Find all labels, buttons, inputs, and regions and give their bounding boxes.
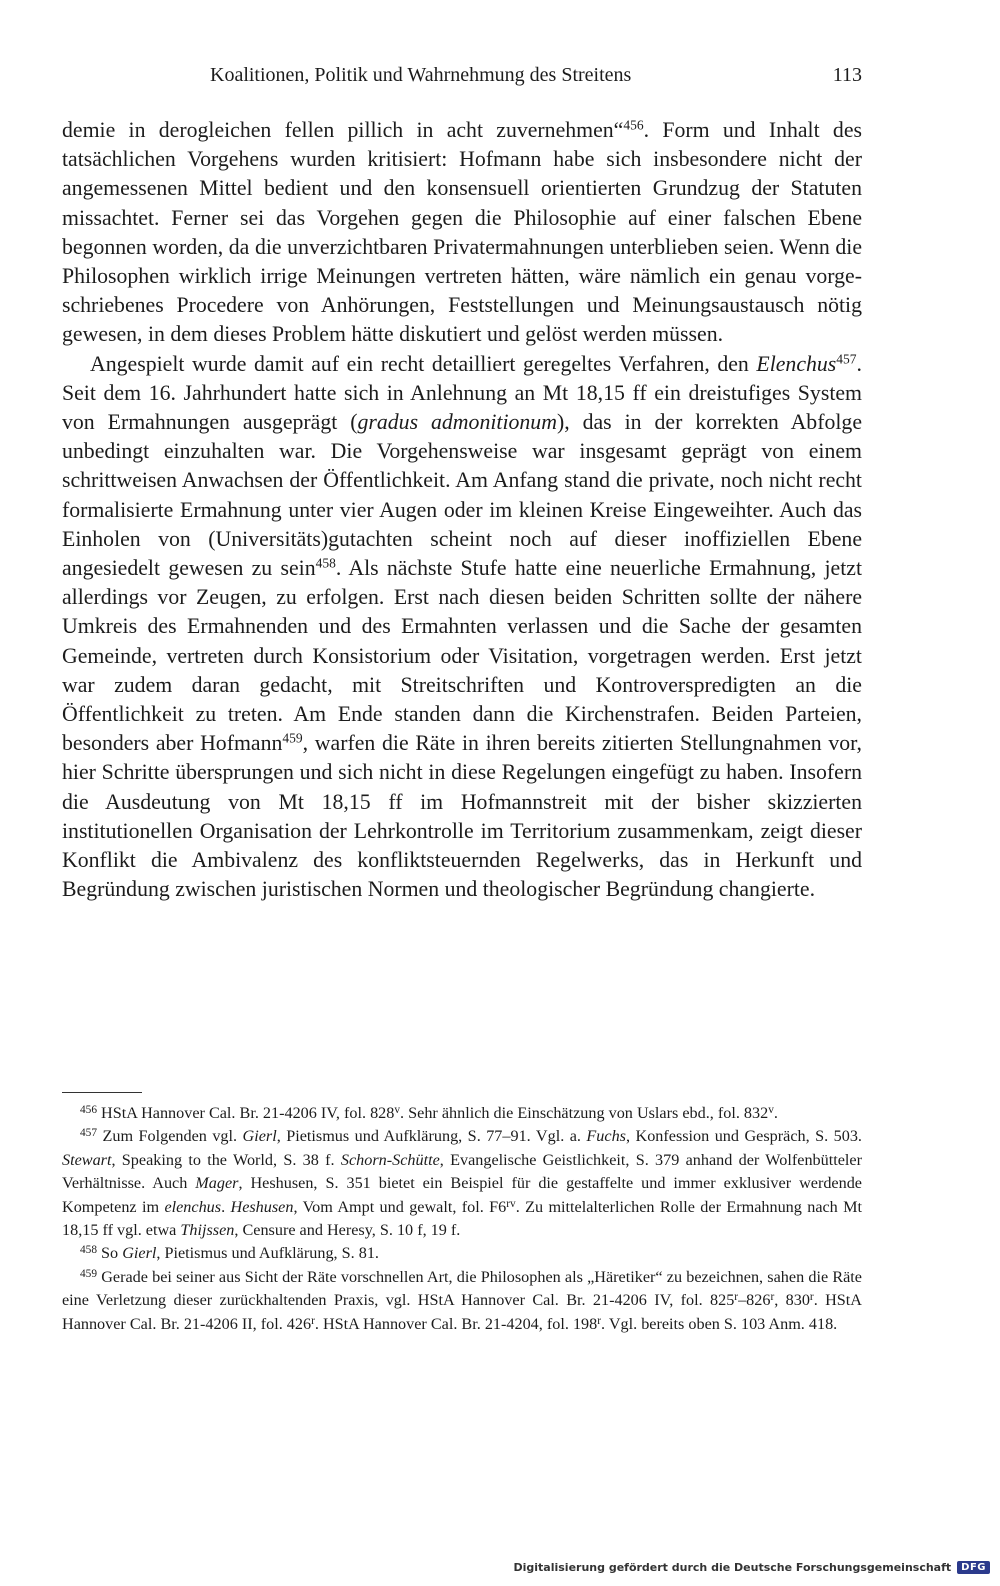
paragraph-1 [62, 116, 862, 350]
footnote-number: 457 [80, 1127, 97, 1140]
text-run: . Vgl. bereits oben S. 103 Anm. 418. [601, 1314, 838, 1333]
superscript: r [770, 1291, 775, 1304]
footnote-ref-459[interactable]: 459 [282, 730, 303, 746]
text-run: , Konfession und Gespräch, S. 503. [625, 1127, 862, 1146]
text-run: Gerade bei seiner aus Sicht der Räte vorschnellen Art, die Philosophen als „Häretiker“ zu bezeichnen, sahen die Räte eine Verletzung dieser zurückhaltenden Praxis, vgl. HStA Hannover Cal. Br. 21-4206 IV, fol. 825 [62, 1267, 862, 1310]
text-run: . Form und Inhalt des tatsächlichen Vorgehens wurden kritisiert: Hofmann habe sich insbesondere nicht der angemessenen Mittel bedient und den konsensuell orientierten Grundzug der Statuten missachtet. Ferner sei das Vorgehen gegen die Philosophie auf einer falschen Ebene begonnen worden, da die unverzichtbaren Privatermahnungen unterblieben seien. Wenn die Philosophen wirklich irrige Meinungen vertreten hätten, wäre nämlich ein genau vorgeschriebenes Procedere von Anhörungen, Feststellungen und Meinungsaustausch nötig gewesen, in dem dieses Problem hätte diskutiert und gelöst werden müssen. [62, 118, 862, 347]
term-gradus: gradus admonitionum [357, 410, 557, 435]
footnote-458 [62, 1242, 862, 1265]
text-run: , Pietismus und Aufklärung, S. 81. [156, 1244, 379, 1263]
text-run: , Speaking to the World, S. 38 f. [111, 1150, 341, 1169]
dfg-notice-text: Digitalisierung gefördert durch die Deutsche Forschungsgemeinschaft [513, 1560, 952, 1574]
superscript: rv [506, 1197, 516, 1210]
text-run: . Seit dem 16. Jahrhundert hatte sich in Anlehnung an Mt 18,15 ff ein dreistufiges System von Ermahnungen ausgeprägt ( [62, 351, 862, 435]
text-run: , Heshusen, S. 351 bietet ein Beispiel für die gestaffelte und immer exklusiver werdende Kompetenz im [62, 1174, 862, 1216]
author-name: Gierl [242, 1127, 277, 1146]
text-run: . [773, 1104, 778, 1122]
dfg-funding-notice [513, 1558, 990, 1576]
text-run: . Als nächste Stufe hatte eine neuerliche Ermahnung, jetzt allerdings vor Zeugen, zu erfolgen. Erst nach diesen beiden Schritten sollte der nähere Umkreis des Ermahnenden und des Ermahnten verlassen und die Sache der gesamten Gemeinde, vertreten durch Konsistorium oder Visitation, vorgetragen werden. Erst jetzt war zudem daran gedacht, mit Streitschriften und Kontroverspredigten an die Öffentlichkeit zu treten. Am Ende standen dann die Kirchenstrafen. Beiden Parteien, besonders aber Hofmann [62, 556, 862, 756]
term-elenchus: elenchus [164, 1197, 222, 1216]
text-run: , Censure and Heresy, S. 10 f, 19 f. [234, 1221, 461, 1240]
footnote-number: 458 [80, 1244, 97, 1257]
footnote-459 [62, 1266, 862, 1336]
text-run: . [221, 1197, 231, 1216]
text-run: , warfen die Räte in ihren bereits zitierten Stellungnahmen vor, hier Schritte übersprungen und sich nicht in diese Regelungen eingefügt zu haben. Insofern die Ausdeutung von Mt 18,15 ff im Hofmannstreit mit der bisher skizzierten institutionellen Organisation der Lehrkontrolle im Territorium zusammenkam, zeigt dieser Konflikt die Ambivalenz des konfliktsteuernden Regelwerks, das in Herkunft und Begründung zwischen juristischen Normen und theologischer Begründung changierte. [62, 731, 862, 902]
text-run: So [97, 1244, 123, 1263]
footnote-ref-458[interactable]: 458 [315, 555, 336, 571]
text-run: , Vom Ampt und gewalt, fol. F6 [293, 1197, 507, 1216]
author-name: Schorn-Schütte [340, 1150, 440, 1169]
footnote-number: 459 [80, 1267, 97, 1280]
footnote-number: 456 [80, 1103, 97, 1116]
superscript: r [311, 1314, 315, 1327]
text-run: demie in derogleichen fellen pillich in acht zuvernehmen“ [62, 118, 624, 142]
author-name: Mager [195, 1174, 239, 1193]
text-run: –826 [738, 1291, 771, 1310]
footnote-ref-457[interactable]: 457 [836, 351, 857, 367]
footnote-457 [62, 1125, 862, 1242]
paragraph-2 [62, 350, 862, 905]
footnote-separator [62, 1092, 142, 1093]
running-head [62, 60, 862, 90]
superscript: v [768, 1103, 774, 1116]
footnotes [62, 1102, 862, 1336]
text-run: . Sehr ähnlich die Einschätzung von Uslars ebd., fol. 832 [400, 1104, 769, 1122]
text-run: , 830 [774, 1291, 810, 1310]
text-run: . HStA Hannover Cal. Br. 21-4206 II, fol. 426 [62, 1291, 862, 1333]
text-run: HStA Hannover Cal. Br. 21-4206 IV, fol. 828 [97, 1104, 395, 1122]
text-run: . HStA Hannover Cal. Br. 21-4204, fol. 198 [314, 1314, 598, 1333]
superscript: r [809, 1291, 814, 1304]
footnote-ref-456[interactable]: 456 [623, 117, 644, 133]
author-name: Heshusen [230, 1197, 294, 1216]
text-run: . Zu mittelalterlichen Rolle der Ermahnung nach Mt 18,15 ff vgl. etwa [62, 1197, 863, 1240]
text-run: ), das in der korrekten Abfolge unbedingt einzuhalten war. Die Vorgehensweise war insgesamt geprägt von einem schrittweisen Anwachsen der Öffentlichkeit. Am Anfang stand die private, noch nicht recht formalisierte Ermahnung unter vier Augen oder im kleinen Kreise Eingeweihter. Auch das Einholen von (Universitäts)gutachten scheint noch auf dieser inoffiziellen Ebene angesiedelt gewesen zu sein [62, 410, 862, 581]
text-run: , Evangelische Geistlichkeit, S. 379 anhand der Wolfenbütteler Verhältnisse. Auch [62, 1150, 862, 1193]
term-elenchus: Elenchus [756, 351, 837, 376]
page-number: 113 [832, 64, 862, 86]
superscript: v [394, 1103, 401, 1116]
superscript: r [734, 1291, 739, 1304]
running-head-title: Koalitionen, Politik und Wahrnehmung des Streitens [210, 64, 632, 86]
author-name: Stewart [62, 1150, 112, 1169]
text-run: Zum Folgenden vgl. [97, 1127, 243, 1146]
dfg-logo: DFG [957, 1561, 990, 1574]
text-run: Angespielt wurde damit auf ein recht detailliert geregeltes Verfahren, den [90, 351, 757, 376]
superscript: r [597, 1314, 602, 1327]
author-name: Fuchs [586, 1127, 626, 1146]
footnote-456 [62, 1102, 862, 1125]
text-run: , Pietismus und Aufklärung, S. 77–91. Vgl. a. [276, 1127, 587, 1146]
author-name: Gierl [122, 1244, 157, 1263]
main-text [62, 116, 862, 904]
author-name: Thijssen [180, 1221, 235, 1240]
